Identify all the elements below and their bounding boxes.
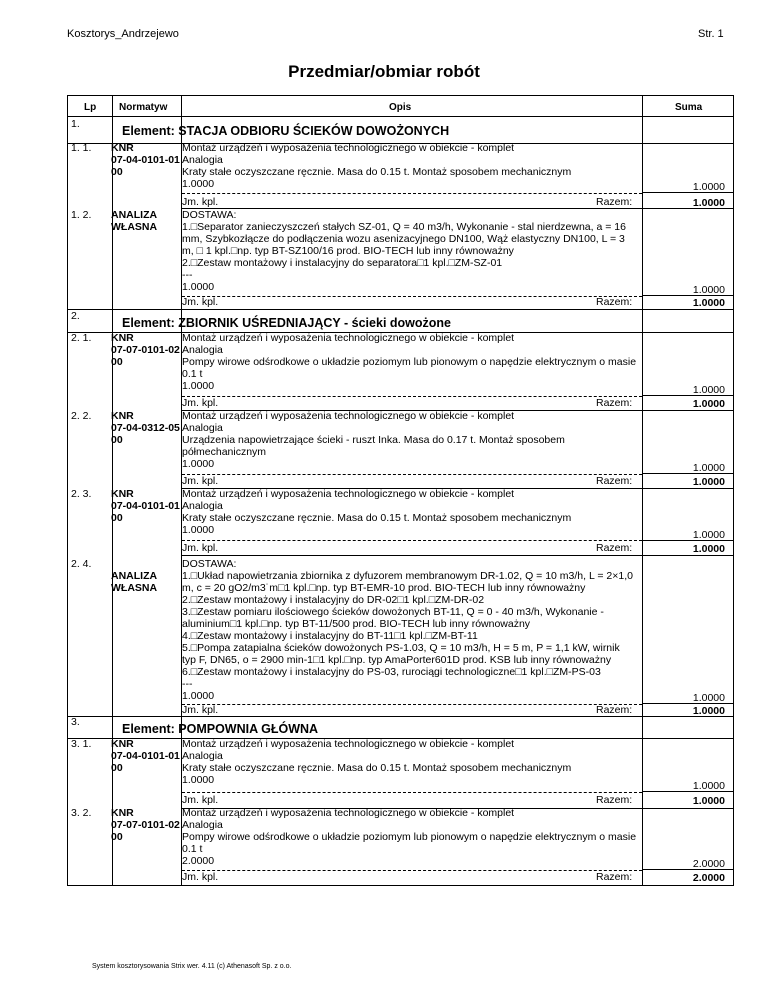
row-total: 1.0000: [692, 795, 725, 807]
row-quantity: 1.0000: [692, 384, 725, 396]
table-border-bottom: [67, 885, 734, 886]
row-desc-line: 0.1 t: [182, 843, 203, 855]
row-total: 1.0000: [692, 197, 725, 209]
row-lp: 1. 2.: [71, 209, 92, 221]
row-desc-line: 1.0000: [182, 281, 215, 293]
row-desc-line: Montaż urządzeń i wyposażenia technologicznego w obiekcie - komplet: [182, 807, 515, 819]
row-desc-line: 2.□Zestaw montażowy i instalacyjny do DR-02□1 kpl.□ZM-DR-02: [182, 594, 485, 606]
page-number: Str. 1: [698, 28, 724, 40]
row-lp: 2. 2.: [71, 410, 92, 422]
row-unit: Jm. kpl.: [182, 542, 219, 554]
row-desc-line: Kraty stałe oczyszczane ręcznie. Masa do 0.15 t. Montaż sposobem mechanicznym: [182, 762, 572, 774]
row-desc-line: półmechanicznym: [182, 446, 267, 458]
row-razem-label: Razem:: [596, 475, 633, 487]
table-border-top: [67, 95, 734, 96]
row-desc-line: Pompy wirowe odśrodkowe o układzie poziomym lub pionowym o napędzie elektrycznym o masie: [182, 356, 637, 368]
row-lp: 3. 2.: [71, 807, 92, 819]
row-desc-line: 2.□Zestaw montażowy i instalacyjny do separatora□1 kpl.□ZM-SZ-01: [182, 257, 503, 269]
row-norm-line: 00: [111, 166, 123, 178]
row-norm-line: KNR: [111, 488, 134, 500]
row-norm-line: 00: [111, 356, 123, 368]
sum-divider: [642, 703, 734, 704]
row-desc-line: ---: [182, 678, 193, 690]
row-razem-label: Razem:: [596, 397, 633, 409]
row-divider: [182, 792, 642, 793]
row-separator: [67, 716, 734, 717]
row-desc-line: Analogia: [182, 344, 223, 356]
row-desc-line: 4.□Zestaw montażowy i instalacyjny do BT-11□1 kpl.□ZM-BT-11: [182, 630, 478, 642]
row-norm-line: WŁASNA: [111, 221, 158, 233]
section-lp: 1.: [71, 118, 80, 130]
row-desc-line: Analogia: [182, 750, 223, 762]
row-desc-line: Montaż urządzeń i wyposażenia technologicznego w obiekcie - komplet: [182, 488, 515, 500]
row-desc-line: Analogia: [182, 500, 223, 512]
section-lp: 2.: [71, 310, 80, 322]
row-norm-line: KNR: [111, 807, 134, 819]
row-divider: [182, 193, 642, 194]
row-desc-line: Montaż urządzeń i wyposażenia technologicznego w obiekcie - komplet: [182, 332, 515, 344]
row-desc-line: Analogia: [182, 154, 223, 166]
row-desc-line: Analogia: [182, 422, 223, 434]
row-total: 1.0000: [692, 476, 725, 488]
sum-divider: [642, 295, 734, 296]
row-norm-line: KNR: [111, 142, 134, 154]
row-desc-line: Montaż urządzeń i wyposażenia technologicznego w obiekcie - komplet: [182, 410, 515, 422]
row-divider: [182, 540, 642, 541]
row-norm-line: 07-07-0101-02: [111, 344, 180, 356]
column-header-opis: Opis: [389, 102, 412, 113]
row-lp: 2. 4.: [71, 558, 92, 570]
row-norm-line: 07-04-0312-05: [111, 422, 180, 434]
table-border-left: [67, 95, 68, 886]
row-desc-line: 5.□Pompa zatapialna ścieków dowożonych PS-1.03, Q = 10 m3/h, H = 5 m, P = 1,1 kW, wirnik: [182, 642, 620, 654]
row-total: 1.0000: [692, 398, 725, 410]
column-divider: [642, 95, 643, 886]
row-quantity: 1.0000: [692, 529, 725, 541]
row-total: 1.0000: [692, 297, 725, 309]
row-norm-line: 00: [111, 762, 123, 774]
footer-credit: System kosztorysowania Strix wer. 4.11 (c) Athenasoft Sp. z o.o.: [92, 963, 292, 970]
row-quantity: 2.0000: [692, 858, 725, 870]
section-title: Element: ZBIORNIK UŚREDNIAJĄCY - ścieki dowożone: [122, 316, 451, 330]
row-desc-line: ---: [182, 269, 193, 281]
row-norm-line: 07-04-0101-01: [111, 154, 180, 166]
row-desc-line: 6.□Zestaw montażowy i instalacyjny do PS-03, rurociągi technologiczne□1 kpl.□ZM-PS-03: [182, 666, 601, 678]
row-separator: [182, 555, 734, 556]
row-desc-line: aluminium□1 kpl.□np. typ BT-11/500 prod. BIO-TECH lub inny równoważny: [182, 618, 531, 630]
row-total: 2.0000: [692, 872, 725, 884]
row-unit: Jm. kpl.: [182, 794, 219, 806]
row-razem-label: Razem:: [596, 704, 633, 716]
column-header-suma: Suma: [675, 102, 703, 113]
sum-divider: [642, 473, 734, 474]
column-header-normatyw: Normatyw: [119, 102, 168, 113]
table-border-right: [733, 95, 734, 886]
row-quantity: 1.0000: [692, 462, 725, 474]
row-desc-line: typ F, DN65, o = 2900 min-1□1 kpl.□np. typ AmaPorter601D prod. KSB lub inny równoważny: [182, 654, 612, 666]
row-razem-label: Razem:: [596, 296, 633, 308]
row-desc-line: DOSTAWA:: [182, 209, 237, 221]
row-razem-label: Razem:: [596, 871, 633, 883]
row-desc-line: 1.0000: [182, 774, 215, 786]
sum-divider: [642, 395, 734, 396]
row-quantity: 1.0000: [692, 780, 725, 792]
row-divider: [182, 870, 642, 871]
row-norm-line: ANALIZA: [111, 570, 158, 582]
row-desc-line: Urządzenia napowietrzające ścieki - ruszt Inka. Masa do 0.17 t. Montaż sposobem: [182, 434, 565, 446]
row-unit: Jm. kpl.: [182, 196, 219, 208]
row-unit: Jm. kpl.: [182, 871, 219, 883]
row-divider: [182, 704, 642, 705]
row-norm-line: ANALIZA: [111, 209, 158, 221]
row-norm-line: 00: [111, 512, 123, 524]
row-quantity: 1.0000: [692, 181, 725, 193]
document-name: Kosztorys_Andrzejewo: [67, 28, 179, 40]
row-divider: [182, 474, 642, 475]
row-unit: Jm. kpl.: [182, 296, 219, 308]
row-desc-line: m, c = 20 gO2/m3˙m□1 kpl.□np. typ BT-EMR-10 prod. BIO-TECH lub inny równoważny: [182, 582, 586, 594]
row-desc-line: 1.0000: [182, 458, 215, 470]
row-razem-label: Razem:: [596, 542, 633, 554]
row-separator: [67, 309, 734, 310]
row-norm-line: 07-07-0101-02: [111, 819, 180, 831]
row-lp: 2. 1.: [71, 332, 92, 344]
row-desc-line: 1.0000: [182, 178, 215, 190]
row-razem-label: Razem:: [596, 794, 633, 806]
row-desc-line: DOSTAWA:: [182, 558, 237, 570]
sum-divider: [642, 540, 734, 541]
section-title: Element: POMPOWNIA GŁÓWNA: [122, 722, 319, 736]
row-norm-line: KNR: [111, 738, 134, 750]
row-desc-line: 1.0000: [182, 380, 215, 392]
page-title: Przedmiar/obmiar robót: [288, 62, 480, 81]
row-desc-line: Analogia: [182, 819, 223, 831]
row-desc-line: Montaż urządzeń i wyposażenia technologicznego w obiekcie - komplet: [182, 738, 515, 750]
row-norm-line: 07-04-0101-01: [111, 750, 180, 762]
row-quantity: 1.0000: [692, 284, 725, 296]
row-norm-line: KNR: [111, 410, 134, 422]
row-desc-line: Montaż urządzeń i wyposażenia technologicznego w obiekcie - komplet: [182, 142, 515, 154]
row-desc-line: mm, Szybkozłącze do podłączenia wozu asenizacyjnego DN100, Wąż elastyczny DN100, L = 3: [182, 233, 625, 245]
row-desc-line: 1.0000: [182, 524, 215, 536]
section-lp: 3.: [71, 716, 80, 728]
row-desc-line: 1.□Separator zanieczyszczeń stałych SZ-01, Q = 40 m3/h, Wykonanie - stal nierdzewna, a = 16: [182, 221, 626, 233]
sum-divider: [642, 192, 734, 193]
row-norm-line: 00: [111, 434, 123, 446]
row-lp: 2. 3.: [71, 488, 92, 500]
row-desc-line: 0.1 t: [182, 368, 203, 380]
row-norm-line: WŁASNA: [111, 582, 158, 594]
row-norm-line: 00: [111, 831, 123, 843]
sum-divider: [642, 791, 734, 792]
row-desc-line: 3.□Zestaw pomiaru ilościowego ścieków dowożonych BT-11, Q = 0 - 40 m3/h, Wykonanie -: [182, 606, 604, 618]
row-lp: 1. 1.: [71, 142, 92, 154]
sum-divider: [642, 869, 734, 870]
column-header-lp: Lp: [84, 102, 97, 113]
row-desc-line: Kraty stałe oczyszczane ręcznie. Masa do 0.15 t. Montaż sposobem mechanicznym: [182, 512, 572, 524]
row-separator: [182, 208, 734, 209]
row-unit: Jm. kpl.: [182, 704, 219, 716]
row-desc-line: 1.□Układ napowietrzania zbiornika z dyfuzorem membranowym DR-1.02, Q = 10 m3/h, L = 2×1,0: [182, 570, 633, 582]
row-razem-label: Razem:: [596, 196, 633, 208]
row-unit: Jm. kpl.: [182, 397, 219, 409]
row-norm-line: KNR: [111, 332, 134, 344]
row-divider: [182, 296, 642, 297]
row-lp: 3. 1.: [71, 738, 92, 750]
row-total: 1.0000: [692, 705, 725, 717]
section-title: Element: STACJA ODBIORU ŚCIEKÓW DOWOŻONYCH: [122, 124, 450, 138]
row-total: 1.0000: [692, 543, 725, 555]
row-unit: Jm. kpl.: [182, 475, 219, 487]
row-desc-line: Kraty stałe oczyszczane ręcznie. Masa do 0.15 t. Montaż sposobem mechanicznym: [182, 166, 572, 178]
row-divider: [182, 396, 642, 397]
row-quantity: 1.0000: [692, 692, 725, 704]
row-desc-line: Pompy wirowe odśrodkowe o układzie poziomym lub pionowym o napędzie elektrycznym o masie: [182, 831, 637, 843]
row-norm-line: 07-04-0101-01: [111, 500, 180, 512]
header-separator: [67, 116, 734, 117]
row-desc-line: 1.0000: [182, 690, 215, 702]
row-desc-line: m, □ 1 kpl.□np. typ BT-SZ100/16 prod. BIO-TECH lub inny równoważny: [182, 245, 514, 257]
row-desc-line: 2.0000: [182, 855, 215, 867]
